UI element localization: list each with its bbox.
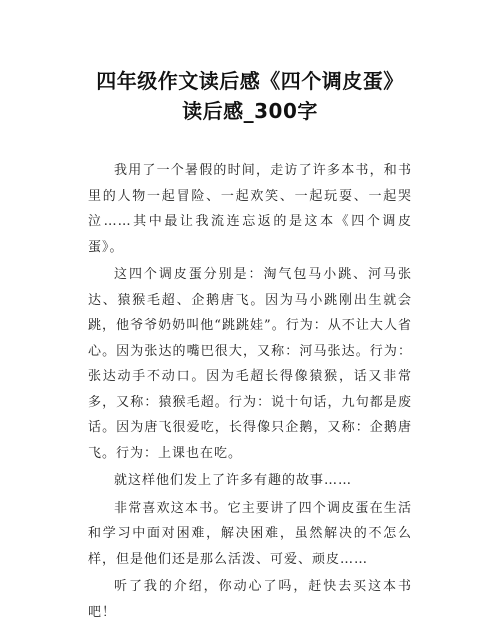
document-title: 四年级作文读后感《四个调皮蛋》读后感_300字	[96, 69, 404, 123]
paragraph-4: 非常喜欢这本书。它主要讲了四个调皮蛋在生活和学习中面对困难，解决困难，虽然解决的不怎么样，但是他们还是那么活泼、可爱、顽皮……	[88, 500, 412, 567]
paragraph-5: 听了我的介绍，你动心了吗，赶快去买这本书吧！	[88, 579, 412, 620]
paragraph-3: 就这样他们发上了许多有趣的故事……	[114, 473, 353, 488]
document-body	[88, 158, 412, 625]
paragraph-1: 我用了一个暑假的时间，走访了许多本书，和书里的人物一起冒险、一起欢笑、一起玩耍、一起哭泣……其中最让我流连忘返的是这本《四个调皮蛋》。	[88, 163, 412, 255]
paragraph-2: 这四个调皮蛋分别是：淘气包马小跳、河马张达、猿猴毛超、企鹅唐飞。因为马小跳刚出生就会跳，他爷爷奶奶叫他“跳跳娃”。行为：从不让大人省心。因为张达的嘴巴很大，又称：河马张达。行为：张达动手不动口。因为毛超长得像猿猴，话又非常多，又称：猿猴毛超。行为：说十句话，九句都是废话。因为唐飞很爱吃，长得像只企鹅，又称：企鹅唐飞。行为：上课也在吃。	[88, 267, 412, 461]
